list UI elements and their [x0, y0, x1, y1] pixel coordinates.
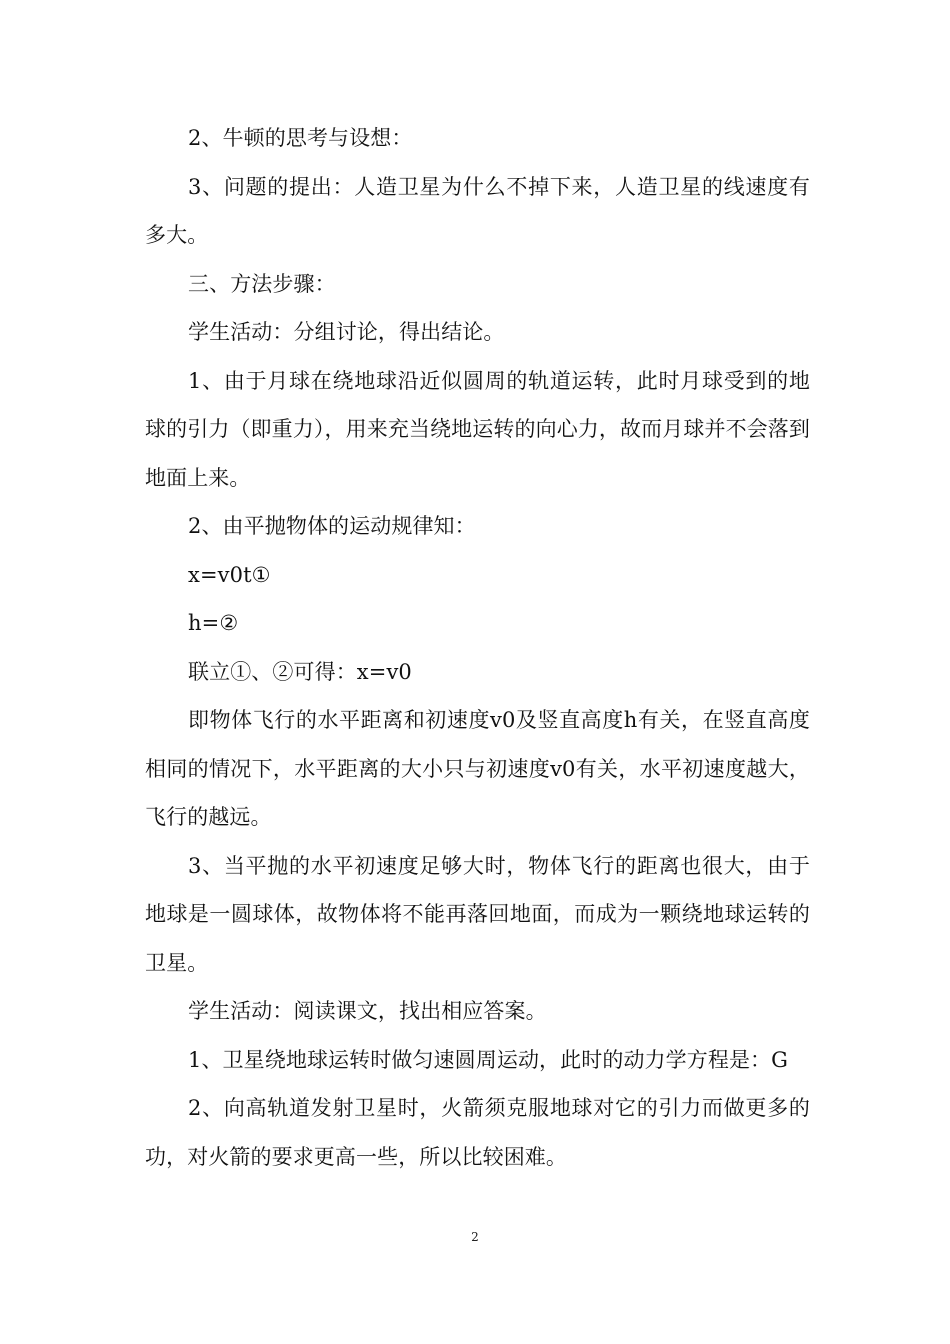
section-heading-method-steps: 三、方法步骤：: [188, 271, 336, 296]
formula-combined: 联立①、②可得：x=v0: [188, 659, 412, 684]
formula-horizontal-distance: x=v0t①: [188, 562, 271, 587]
formula-height: h=②: [188, 611, 239, 635]
page-number: 2: [471, 1230, 479, 1244]
paragraph-moon-orbit: 1、由于月球在绕地球沿近似圆周的轨道运转，此时月球受到的地球的引力（即重力），用来充当绕地运转的向心力，故而月球并不会落到地面上来。: [145, 368, 810, 490]
paragraph-student-activity-discussion: 学生活动：分组讨论，得出结论。: [188, 320, 505, 344]
paragraph-dynamics-equation: 1、卫星绕地球运转时做匀速圆周运动，此时的动力学方程是：G: [188, 1047, 789, 1072]
document-body: [145, 114, 810, 1181]
paragraph-distance-explanation: 即物体飞行的水平距离和初速度v0及竖直高度h有关，在竖直高度相同的情况下，水平距离的大小只与初速度v0有关，水平初速度越大，飞行的越远。: [145, 708, 810, 829]
paragraph-high-orbit-launch: 2、向高轨道发射卫星时，火箭须克服地球对它的引力而做更多的功，对火箭的要求更高一些，所以比较困难。: [145, 1096, 810, 1169]
paragraph-question-raised: 3、问题的提出：人造卫星为什么不掉下来，人造卫星的线速度有多大。: [145, 174, 810, 247]
paragraph-student-activity-reading: 学生活动：阅读课文，找出相应答案。: [188, 999, 547, 1023]
paragraph-newton-thinking: 2、牛顿的思考与设想：: [188, 126, 413, 150]
paragraph-satellite-formation: 3、当平抛的水平初速度足够大时，物体飞行的距离也很大，由于地球是一圆球体，故物体将不能再落回地面，而成为一颗绕地球运转的卫星。: [145, 853, 810, 975]
paragraph-projectile-law: 2、由平抛物体的运动规律知：: [188, 514, 476, 538]
